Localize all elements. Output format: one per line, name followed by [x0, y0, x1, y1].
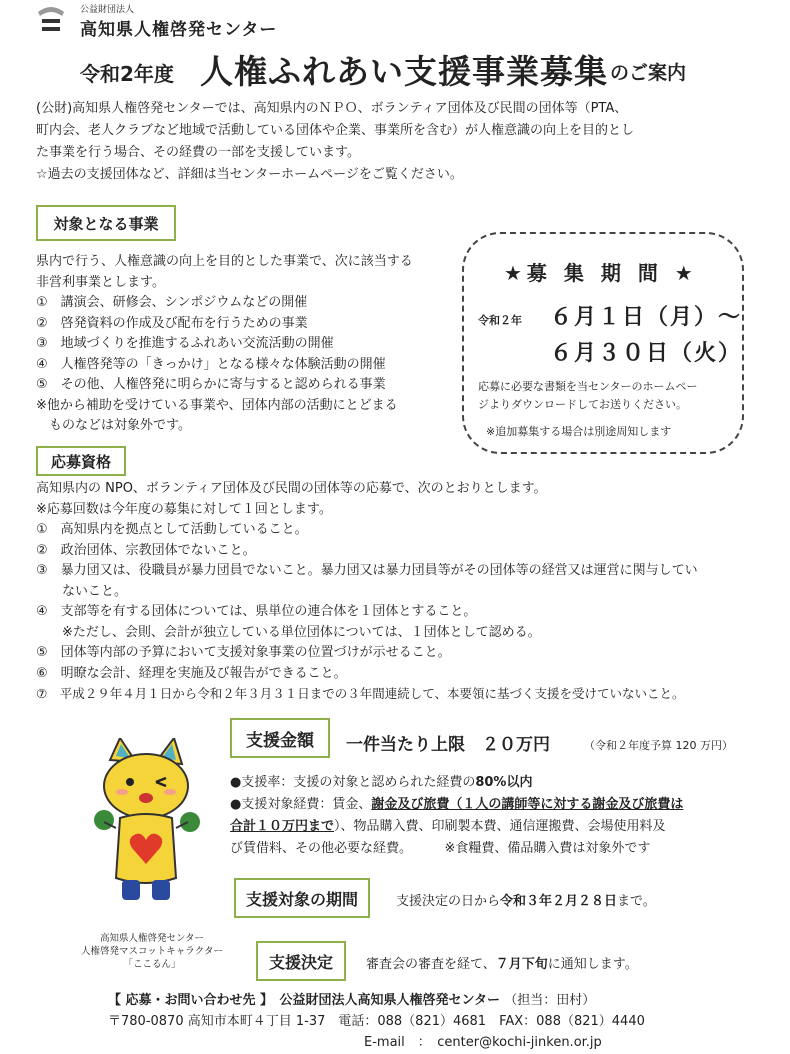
support-rate-value: 80%以内	[475, 775, 533, 790]
support-cost-bold: 謝金及び旅費（１人の講師等に対する謝金及び旅費は	[371, 797, 684, 812]
support-cost-line	[230, 794, 683, 816]
list-item: ④ 支部等を有する団体については、県単位の連合体を１団体とすること。	[36, 604, 477, 619]
mascot-caption-line: 高知県人権啓発センター	[99, 933, 205, 944]
list-item: 高知県内の NPO、ボランティア団体及び民間の団体等の応募で、次のとおりとします。	[36, 481, 547, 496]
decision-pre: 審査会の審査を経て、	[366, 957, 496, 972]
support-rate-line	[230, 772, 683, 794]
support-amount-limit: 一件当たり上限 ２０万円	[346, 735, 550, 755]
contact-block	[108, 990, 645, 1053]
org-name: 高知県人権啓発センター	[80, 20, 278, 40]
period-note-line: ジよりダウンロードしてお送りください。	[478, 398, 687, 411]
eligible-projects-list	[36, 252, 413, 437]
support-budget-note: （令和２年度予算 120 万円）	[584, 739, 733, 752]
mascot-kokorun-icon	[86, 738, 206, 908]
period-note	[478, 378, 698, 414]
section-heading-decision: 支援決定	[256, 941, 346, 981]
list-item: ないこと。	[36, 583, 128, 599]
support-cost-cap: 合計１０万円まで	[230, 819, 335, 834]
support-details	[230, 772, 683, 860]
support-cost-rest: ）、物品購入費、印刷製本費、通信運搬費、会場使用料及	[334, 819, 666, 834]
decision-date: ７月下旬	[495, 957, 548, 972]
decision-post: に通知します。	[547, 957, 638, 972]
period-note-line: 応募に必要な書類を当センターのホームペー	[478, 380, 698, 393]
list-item: ① 高知県内を拠点として活動していること。	[36, 522, 308, 537]
contact-person: （担当：田村）	[504, 993, 596, 1008]
list-item: ⑦ 平成２９年４月１日から令和２年３月３１日までの３年間連続して、本要領に基づく支援を受けていないこと。	[36, 686, 685, 701]
intro-paragraph	[36, 98, 634, 186]
section-heading-qualifications: 応募資格	[36, 446, 126, 476]
period-end-date: ６月３０日（火）	[550, 341, 743, 366]
org-type-label: 公益財団法人	[80, 5, 135, 15]
title-suffix: のご案内	[610, 62, 687, 84]
list-item: ④ 人権啓発等の「きっかけ」となる様々な体験活動の開催	[36, 356, 386, 372]
qualifications-list	[36, 479, 698, 705]
center-logo-icon	[34, 4, 68, 36]
list-item: ③ 地域づくりを推進するふれあい交流活動の開催	[36, 336, 334, 351]
list-item: ※応募回数は今年度の募集に対して１回とします。	[36, 501, 332, 517]
period-additional-note: ※追加募集する場合は別途周知します	[486, 425, 672, 438]
support-term-text	[396, 890, 656, 909]
period-start-date: ６月１日（月）～	[550, 305, 743, 330]
contact-label: 【 応募・お問い合わせ先 】 公益財団法人高知県人権啓発センター	[108, 993, 501, 1008]
list-item: ※ただし、会則、会計が独立している単位団体については、１団体として認める。	[36, 624, 541, 640]
contact-address: 〒780-0870 高知市本町４丁目 1-37 電話：088（821）4681 FAX：088（821）4440	[108, 1014, 645, 1029]
list-item: 県内で行う、人権意識の向上を目的とした事業で、次に該当する	[36, 254, 413, 269]
intro-line: 町内会、老人クラブなど地域で活動している団体や企業、事業所を含む）が人権意識の向上を目的とし	[36, 123, 635, 138]
list-item: ⑤ その他、人権啓発に明らかに寄与すると認められる事業	[36, 377, 386, 392]
list-item: ⑤ 団体等内部の予算において支援対象事業の位置づけが示せること。	[36, 645, 451, 660]
section-heading-eligible-projects: 対象となる事業	[36, 205, 176, 241]
section-heading-support-term: 支援対象の期間	[234, 878, 370, 918]
mascot-caption-line: 「ここるん」	[123, 959, 181, 970]
intro-line: た事業を行う場合、その経費の一部を支援しています。	[36, 145, 360, 160]
intro-line: ☆過去の支援団体など、詳細は当センターホームページをご覧ください。	[36, 167, 463, 182]
intro-line: (公財)高知県人権啓発センターでは、高知県内のＮＰＯ、ボランティア団体及び民間の団体等（PTA、	[36, 101, 628, 116]
title-year: 令和2年度	[80, 62, 174, 86]
list-item: ものなどは対象外です。	[36, 418, 191, 433]
support-rate-label: ●支援率：支援の対象と認められた経費の	[230, 775, 476, 790]
decision-text	[366, 953, 638, 972]
period-year: 令和２年	[478, 314, 522, 327]
list-item: ⑥ 明瞭な会計、経理を実施及び報告ができること。	[36, 665, 347, 681]
support-cost-line	[230, 816, 683, 838]
list-item: ② 啓発資料の作成及び配布を行うための事業	[36, 315, 308, 331]
list-item: ① 講演会、研修会、シンポジウムなどの開催	[36, 295, 308, 310]
support-cost-label: ●支援対象経費：賃金、	[230, 797, 372, 812]
support-cost-line: び賃借料、その他必要な経費。 ※食糧費、備品購入費は対象外です	[230, 841, 651, 856]
term-pre: 支援決定の日から	[396, 894, 501, 909]
mascot-caption-line: 人権啓発マスコットキャラクター	[80, 946, 224, 957]
term-post: まで。	[617, 894, 656, 909]
contact-title-line	[108, 990, 645, 1011]
period-heading: ★募 集 期 間 ★	[504, 261, 698, 285]
mascot-caption	[54, 932, 250, 971]
contact-email[interactable]: E-mail ： center@kochi-jinken.or.jp	[364, 1035, 602, 1050]
list-item: ※他から補助を受けている事業や、団体内部の活動にとどまる	[36, 397, 398, 413]
list-item: 非営利事業とします。	[36, 274, 165, 290]
term-date: 令和３年２月２８日	[500, 894, 618, 909]
section-heading-support-amount: 支援金額	[230, 718, 330, 758]
page-title: 人権ふれあい支援事業募集	[200, 52, 608, 91]
list-item: ③ 暴力団又は、役職員が暴力団員でないこと。暴力団又は暴力団員等がその団体等の経営又は運営に関与してい	[36, 563, 698, 578]
list-item: ② 政治団体、宗教団体でないこと。	[36, 542, 256, 558]
